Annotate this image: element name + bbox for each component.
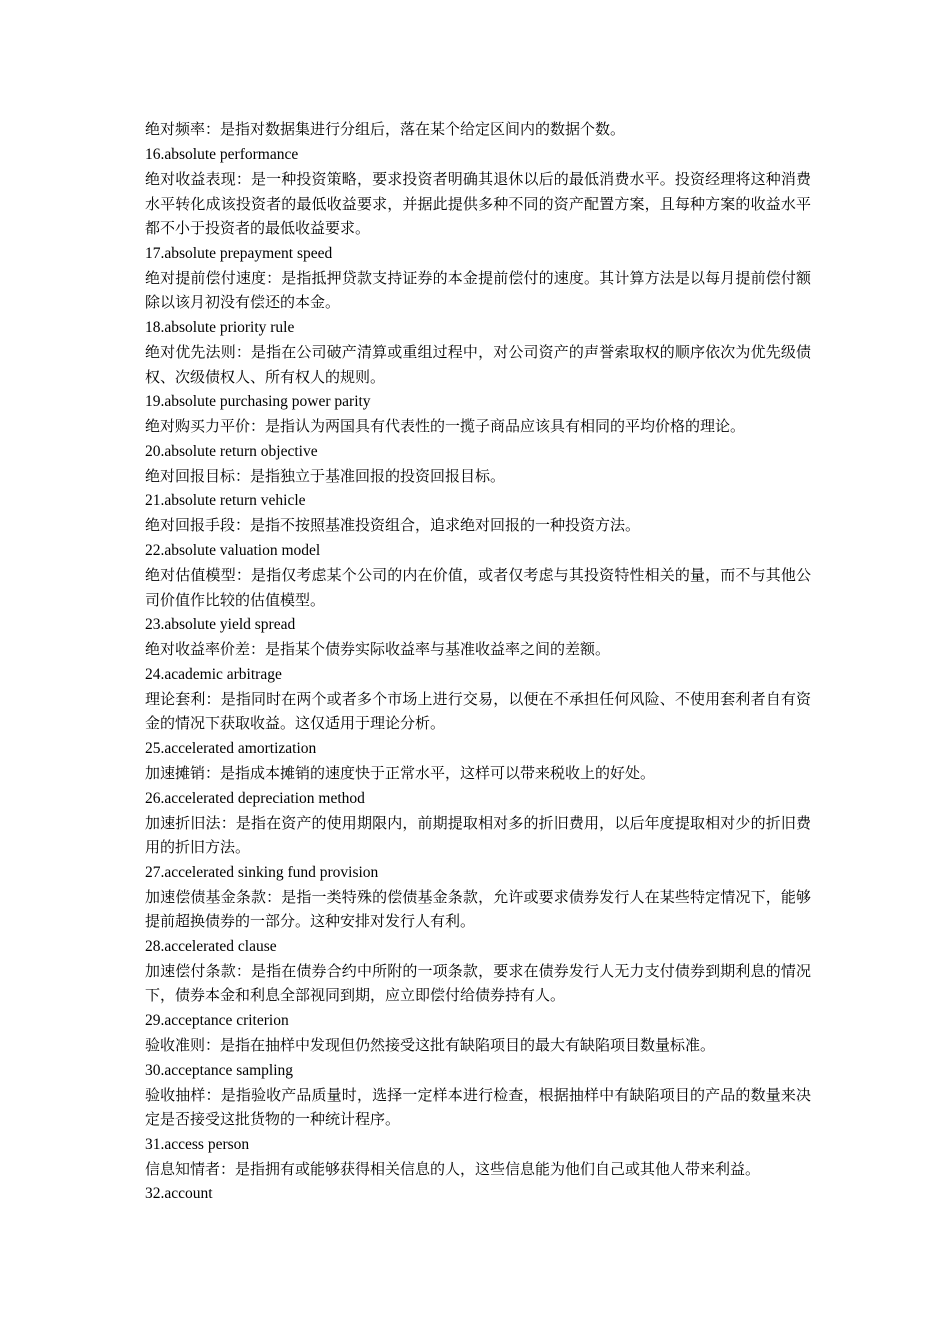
glossary-definition: 信息知情者：是指拥有或能够获得相关信息的人，这些信息能为他们自己或其他人带来利益。 [145, 1159, 761, 1178]
glossary-term: 25.accelerated amortization [145, 739, 317, 757]
glossary-entries [145, 142, 811, 1206]
glossary-term: 23.absolute yield spread [145, 616, 296, 634]
glossary-term: 16.absolute performance [145, 146, 299, 163]
glossary-term: 32.account [145, 1185, 213, 1203]
glossary-definition: 加速偿付条款：是指在债券合约中所附的一项条款，要求在债券发行人无力支付债券到期利息的情况下，债券本金和利息全部视同到期，应立即偿付给债券持有人。 [145, 961, 811, 1005]
glossary-definition: 验收准则：是指在抽样中发现但仍然接受这批有缺陷项目的最大有缺陷项目数量标准。 [145, 1036, 716, 1055]
glossary-term: 22.absolute valuation model [145, 541, 321, 559]
glossary-term: 17.absolute prepayment speed [145, 244, 333, 262]
glossary-term: 24.academic arbitrage [145, 665, 282, 683]
glossary-term: 27.accelerated sinking fund provision [145, 863, 379, 881]
glossary-definition: 理论套利：是指同时在两个或者多个市场上进行交易，以便在不承担任何风险、不使用套利者自有资金的情况下获取收益。这仅适用于理论分析。 [145, 689, 811, 733]
glossary-term: 26.accelerated depreciation method [145, 789, 365, 807]
glossary-term: 28.accelerated clause [145, 937, 277, 955]
glossary-term: 21.absolute return vehicle [145, 492, 306, 510]
glossary-definition: 绝对回报目标：是指独立于基准回报的投资回报目标。 [145, 466, 506, 485]
glossary-definition: 绝对提前偿付速度：是指抵押贷款支持证券的本金提前偿付的速度。其计算方法是以每月提前偿付额除以该月初没有偿还的本金。 [145, 268, 811, 312]
glossary-term: 19.absolute purchasing power parity [145, 393, 371, 411]
document-page [145, 117, 811, 1206]
glossary-definition: 绝对估值模型：是指仅考虑某个公司的内在价值，或者仅考虑与其投资特性相关的量，而不与其他公司价值作比较的估值模型。 [145, 565, 811, 609]
glossary-definition: 绝对收益表现：是一种投资策略，要求投资者明确其退休以后的最低消费水平。投资经理将这种消费水平转化成该投资者的最低收益要求，并据此提供多种不同的资产配置方案，且每种方案的收益水平都不小于投资者的最低收益要求。 [145, 170, 811, 238]
glossary-term: 29.acceptance criterion [145, 1012, 289, 1030]
glossary-definition: 加速偿债基金条款：是指一类特殊的偿债基金条款，允许或要求债券发行人在某些特定情况下，能够提前超换债券的一部分。这种安排对发行人有利。 [145, 887, 811, 931]
glossary-definition: 验收抽样：是指验收产品质量时，选择一定样本进行检查，根据抽样中有缺陷项目的产品的数量来决定是否接受这批货物的一种统计程序。 [145, 1085, 811, 1129]
glossary-definition: 绝对优先法则：是指在公司破产清算或重组过程中，对公司资产的声誉索取权的顺序依次为优先级债权、次级债权人、所有权人的规则。 [145, 342, 811, 386]
glossary-term: 20.absolute return objective [145, 442, 318, 460]
glossary-definition: 加速摊销：是指成本摊销的速度快于正常水平，这样可以带来税收上的好处。 [145, 763, 656, 782]
glossary-definition: 绝对回报手段：是指不按照基准投资组合，追求绝对回报的一种投资方法。 [145, 516, 641, 535]
glossary-definition: 加速折旧法：是指在资产的使用期限内，前期提取相对多的折旧费用，以后年度提取相对少的折旧费用的折旧方法。 [145, 813, 811, 857]
glossary-term: 30.acceptance sampling [145, 1061, 294, 1079]
intro-definition: 绝对频率：是指对数据集进行分组后，落在某个给定区间内的数据个数。 [145, 120, 626, 138]
glossary-term: 31.access person [145, 1135, 250, 1153]
glossary-definition: 绝对购买力平价：是指认为两国具有代表性的一揽子商品应该具有相同的平均价格的理论。 [145, 417, 746, 436]
glossary-definition: 绝对收益率价差：是指某个债券实际收益率与基准收益率之间的差额。 [145, 640, 611, 659]
glossary-term: 18.absolute priority rule [145, 318, 295, 336]
